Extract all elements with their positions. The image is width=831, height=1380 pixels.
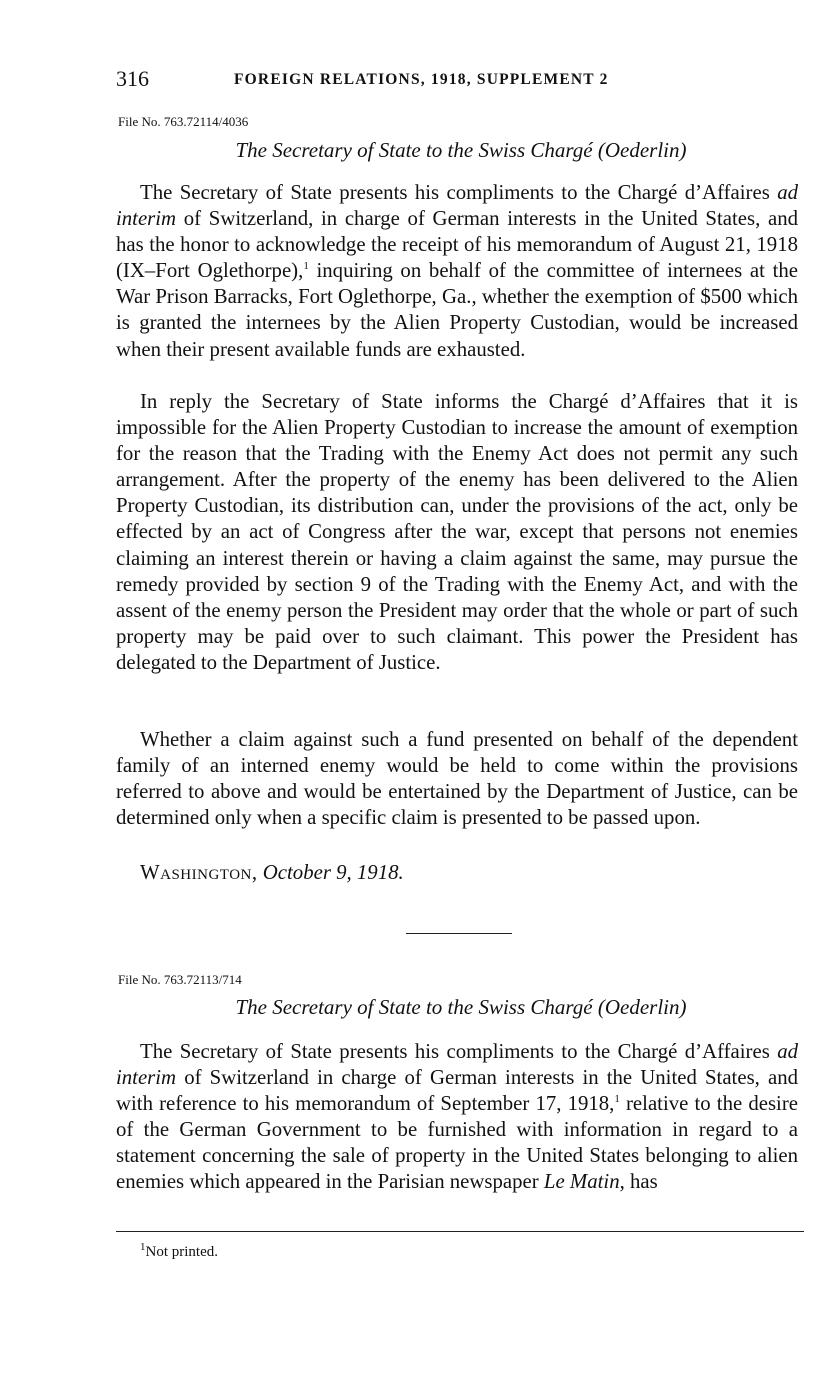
page-header (116, 66, 806, 96)
file-number-1: File No. 763.72114/4036 (118, 114, 249, 129)
document-title-1: The Secretary of State to the Swiss Chargé (Oederlin) (235, 138, 687, 162)
document-title-2: The Secretary of State to the Swiss Chargé (Oederlin) (235, 995, 687, 1019)
doc1-paragraph-1: The Secretary of State presents his compliments to the Chargé d’Affaires ad interim of Switzerland, in charge of German interests in the United States, and has the honor to acknowledge the receipt of his memorandum of August 21, 1918 (IX–Fort Oglethorpe),$^1$ inquiring on behalf of the committee of internees at the War Prison Barracks, Fort Oglethorpe, Ga., whether the exemption of $500 which is granted the internees by the Alien Property Custodian, would be increased when their present available funds are exhausted. (116, 181, 798, 361)
file-number-2: File No. 763.72113/714 (118, 972, 242, 987)
running-title: FOREIGN RELATIONS, 1918, SUPPLEMENT 2 (234, 71, 609, 88)
doc2-paragraph-1: The Secretary of State presents his compliments to the Chargé d’Affaires ad interim of Switzerland in charge of German interests in the United States, and with reference to his memorandum of September 17, 1918,$^1$ relative to the desire of the German Government to be furnished with information in regard to a statement concerning the sale of property in the United States belonging to alien enemies which appeared in the Parisian newspaper Le Matin, has (116, 1040, 798, 1194)
dateline: Washington, October 9, 1918. (140, 861, 404, 884)
doc1-paragraph-3: Whether a claim against such a fund presented on behalf of the dependent family of an interned enemy would be held to come within the provisions referred to above and would be entertained by the Department of Justice, can be determined only when a specific claim is presented to be passed upon. (116, 728, 798, 830)
footnote-ref: 1 (303, 260, 309, 273)
section-separator (406, 933, 512, 934)
footnote-ref: 1 (614, 1093, 620, 1106)
page-number: 316 (116, 66, 149, 91)
footnote-rule (116, 1231, 804, 1232)
doc1-paragraph-2: In reply the Secretary of State informs the Chargé d’Affaires that it is impossible for the Alien Property Custodian to increase the amount of exemption for the reason that the Trading with the Enemy Act does not permit any such arrangement. After the property of the enemy has been delivered to the Alien Property Custodian, its distribution can, under the provisions of the act, only be effected by an act of Congress after the war, except that persons not enemies claiming an interest therein or having a claim against the same, may pursue the remedy provided by section 9 of the Trading with the Enemy Act, and with the assent of the enemy person the President may order that the whole or part of such property may be paid over to such claimant. This power the President has delegated to the Department of Justice. (116, 390, 798, 674)
footnote: $^1$Not printed. (140, 1241, 218, 1260)
